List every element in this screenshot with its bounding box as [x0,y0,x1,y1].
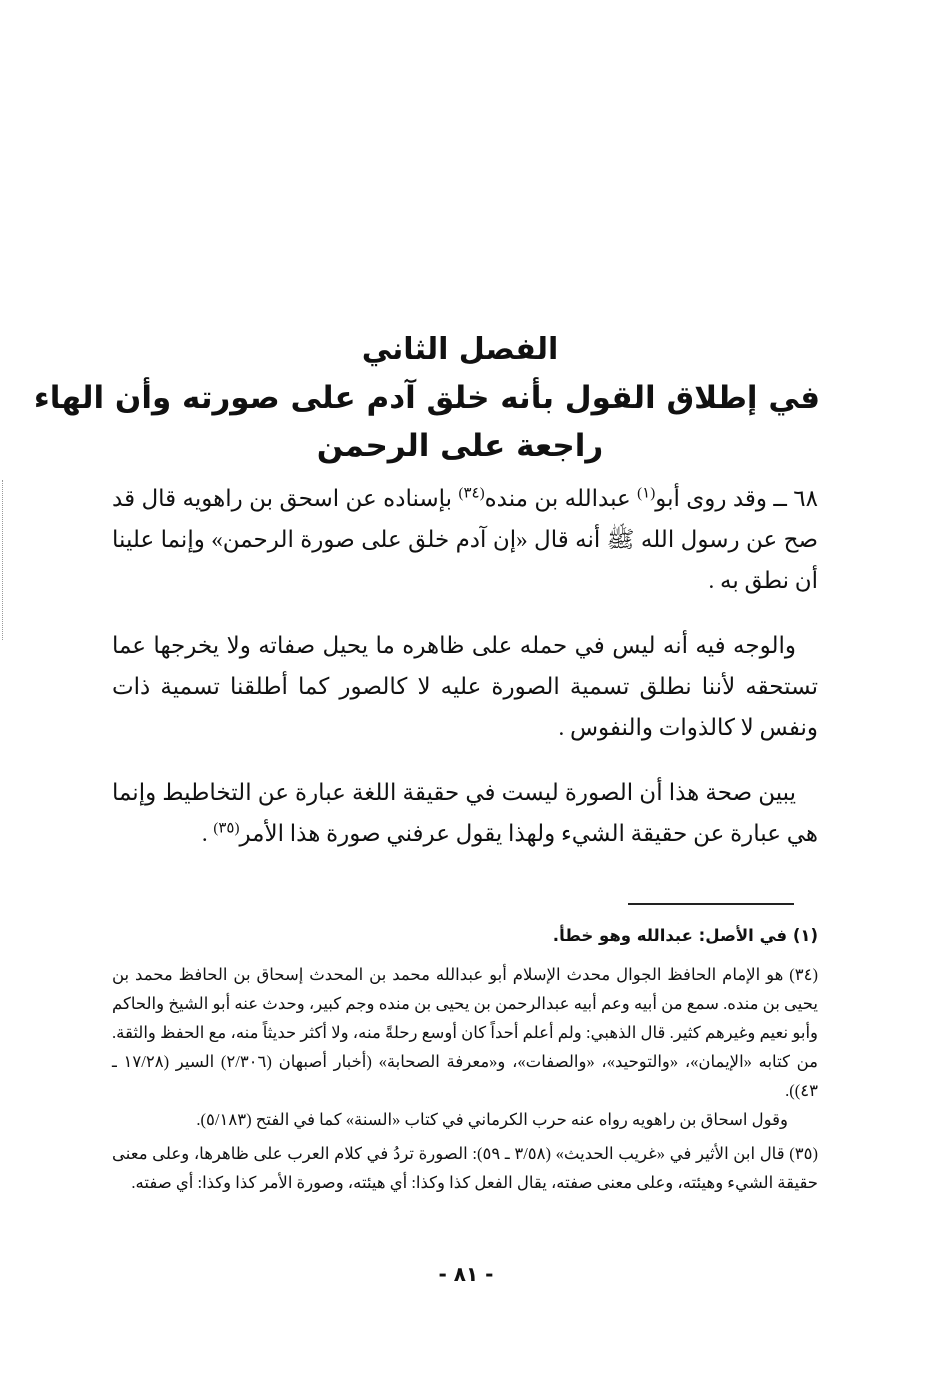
footnote-ref-35: (٣٥) [213,820,240,837]
paragraph-interpretation: والوجه فيه أنه ليس في حمله على ظاهره ما يحيل صفاته ولا يخرجها عما تستحقه لأننا نطلق تسمية الصورة عليه لا كالصور كما أطلقنا تسمية ذات ونفس لا كالذوات والنفوس . [112,633,818,740]
paragraph-68-prefix: ٦٨ ــ وقد روى أبو [655,486,819,511]
footnote-separator [628,903,794,905]
scan-margin-mark [2,480,6,640]
footnote-35: (٣٥) قال ابن الأثير في «غريب الحديث» (٣/٥٨ ـ ٥٩): الصورة تردُ في كلام العرب على ظاهرها، وعلى معنى حقيقة الشيء وهيئته، وعلى معنى صفته، يقال الفعل كذا وكذا: أي هيئته، وصورة الأمر كذا وكذا: أي صفته. [112,1144,818,1192]
paragraph-68-mid: عبدالله بن منده [484,486,638,511]
chapter-heading: الفصل الثاني [361,332,559,367]
footnotes [112,921,818,1202]
footnote-ref-1: (١) [637,485,656,502]
paragraph-68-rest: بإسناده عن اسحق بن راهويه قال قد صح عن رسول الله ﷺ أنه قال «إن آدم خلق على صورة الرحمن» وإنما علينا أن نطق به . [112,486,818,593]
footnote-1: (١) في الأصل: عبدالله وهو خطأ. [552,926,818,945]
footnote-34-continuation: وقول اسحاق بن راهويه رواه عنه حرب الكرماني في كتاب «السنة» كما في الفتح (٥/١٨٣). [196,1110,788,1129]
chapter-subtitle-line-2: راجعة على الرحمن [316,428,604,464]
footnote-34 [112,960,818,1134]
chapter-subtitle-line-1: في إطلاق القول بأنه خلق آدم على صورته وأن الهاء [33,380,820,416]
main-text [112,478,818,878]
paragraph-68 [112,478,818,601]
paragraph-language-end: . [201,821,214,846]
page-number: - ٨١ - [438,1262,494,1286]
footnote-34-text: (٣٤) هو الإمام الحافظ الجوال محدث الإسلام أبو عبدالله محمد بن المحدث إسحاق بن الحافظ محمد بن يحيى بن منده. سمع من أبيه وعم أبيه عبدالرحمن بن يحيى بن منده وجم كبير، وحدث عنه أبو الشيخ والحاكم وأبو نعيم وغيرهم كثير. قال الذهبي: ولم أعلم أحداً كان أوسع رحلةً منه، ولا أكثر حديثاً منه، مع الحفظ والثقة. من كتابه «الإيمان»، «والتوحيد»، «والصفات»، و«معرفة الصحابة» (أخبار أصبهان (٢/٣٠٦) السير (١٧/٢٨ ـ ٤٣)). [112,965,819,1100]
paragraph-language-note [112,772,818,854]
paragraph-language-text: يبين صحة هذا أن الصورة ليست في حقيقة اللغة عبارة عن التخاطيط وإنما هي عبارة عن حقيقة الشيء ولهذا يقول عرفني صورة هذا الأمر [112,780,818,846]
footnote-ref-34: (٣٤) [458,485,485,502]
chapter-title-block [33,326,820,470]
